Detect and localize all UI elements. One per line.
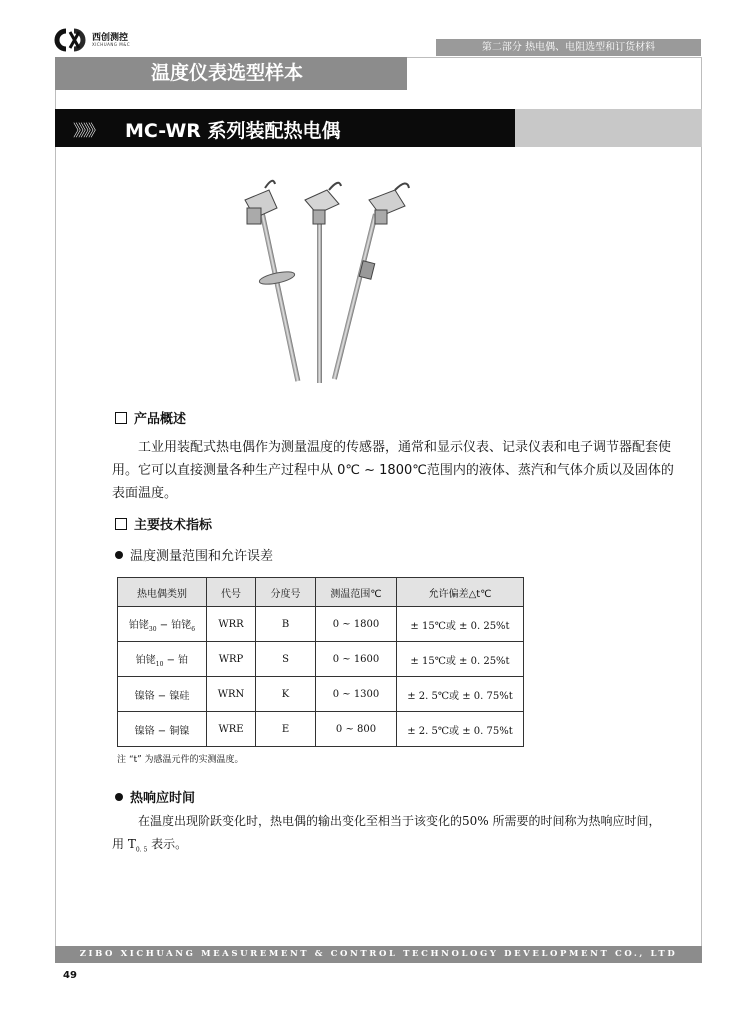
range-bullet [115, 545, 273, 564]
response-paragraph: 在温度出现阶跃变化时，热电偶的输出变化至相当于该变化的50% 所需要的时间称为热响应时间，用 $T_{0. 5}$ 表示。 [112, 814, 661, 854]
cell-range: 0 ~ 1600 [316, 642, 397, 677]
table-row [118, 607, 524, 642]
cell-tolerance: ± 2. 5℃或 ± 0. 75%t [397, 677, 524, 712]
cell-type: 铂铑$_{10}$ − 铂 [118, 642, 207, 677]
overview-heading [115, 408, 186, 427]
cell-grad: S [256, 642, 316, 677]
bullet-dot-icon [115, 551, 123, 559]
cell-type: 镍铬 − 铜镍 [118, 712, 207, 747]
col-header-type: 热电偶类别 [118, 578, 207, 607]
response-bullet [115, 787, 195, 806]
logo-name: 西创测控 [92, 33, 129, 43]
page-number: 49 [63, 970, 77, 981]
response-bullet-text: 热响应时间 [130, 791, 196, 806]
checkbox-square-icon [115, 412, 127, 424]
table-row [118, 642, 524, 677]
table-row [118, 677, 524, 712]
specs-heading-text: 主要技术指标 [134, 518, 213, 533]
cell-type: 铂铑$_{30}$ − 铂铑$_6$ [118, 607, 207, 642]
specs-heading [115, 514, 212, 533]
overview-paragraph: 工业用装配式热电偶作为测量温度的传感器，通常和显示仪表、记录仪表和电子调节器配套使用。它可以直接测量各种生产过程中从 0℃ ~ 1800℃范围内的液体、蒸汽和气体介质以及固体的表面温度。 [112, 440, 674, 501]
col-header-grad: 分度号 [256, 578, 316, 607]
logo-sub: XICHUANG M&C [92, 42, 131, 47]
table-note: 注 “t” 为感温元件的实测温度。 [117, 755, 244, 765]
table-row [118, 712, 524, 747]
cell-code: WRP [207, 642, 256, 677]
company-footer: ZIBO XICHUANG MEASUREMENT & CONTROL TECHNOLOGY DEVELOPMENT CO., LTD [55, 946, 702, 963]
overview-heading-text: 产品概述 [134, 412, 187, 427]
page-title: MC-WR 系列装配热电偶 [125, 120, 341, 142]
range-bullet-text: 温度测量范围和允许误差 [130, 549, 274, 564]
company-logo [52, 28, 152, 54]
cell-tolerance: ± 2. 5℃或 ± 0. 75%t [397, 712, 524, 747]
spec-table [117, 577, 524, 747]
col-header-range: 测温范围℃ [316, 578, 397, 607]
cell-code: WRE [207, 712, 256, 747]
logo-mark-icon [52, 28, 88, 52]
cell-code: WRN [207, 677, 256, 712]
thermocouple-product-photo [225, 170, 435, 392]
cell-range: 0 ~ 1300 [316, 677, 397, 712]
thermocouple-left-icon [245, 181, 300, 382]
section-header: 第二部分 热电偶、电阻选型和订货材料 [436, 39, 701, 56]
checkbox-square-icon [115, 518, 127, 530]
table-header-row [118, 578, 524, 607]
arrows-icon: 》》》》 [73, 121, 102, 140]
thermocouple-middle-icon [305, 183, 341, 383]
cell-tolerance: ± 15℃或 ± 0. 25%t [397, 607, 524, 642]
cell-grad: K [256, 677, 316, 712]
cell-code: WRR [207, 607, 256, 642]
page-title-bar [55, 109, 702, 147]
book-title-bar [55, 57, 407, 90]
col-header-code: 代号 [207, 578, 256, 607]
cell-grad: B [256, 607, 316, 642]
cell-grad: E [256, 712, 316, 747]
col-header-tolerance: 允许偏差△t℃ [397, 578, 524, 607]
page-title-block [55, 109, 515, 147]
cell-type: 镍铬 − 镍硅 [118, 677, 207, 712]
bullet-dot-icon [115, 793, 123, 801]
thermocouple-right-icon [332, 183, 409, 379]
book-title: 温度仪表选型样本 [151, 62, 304, 84]
cell-range: 0 ~ 800 [316, 712, 397, 747]
cell-range: 0 ~ 1800 [316, 607, 397, 642]
cell-tolerance: ± 15℃或 ± 0. 25%t [397, 642, 524, 677]
